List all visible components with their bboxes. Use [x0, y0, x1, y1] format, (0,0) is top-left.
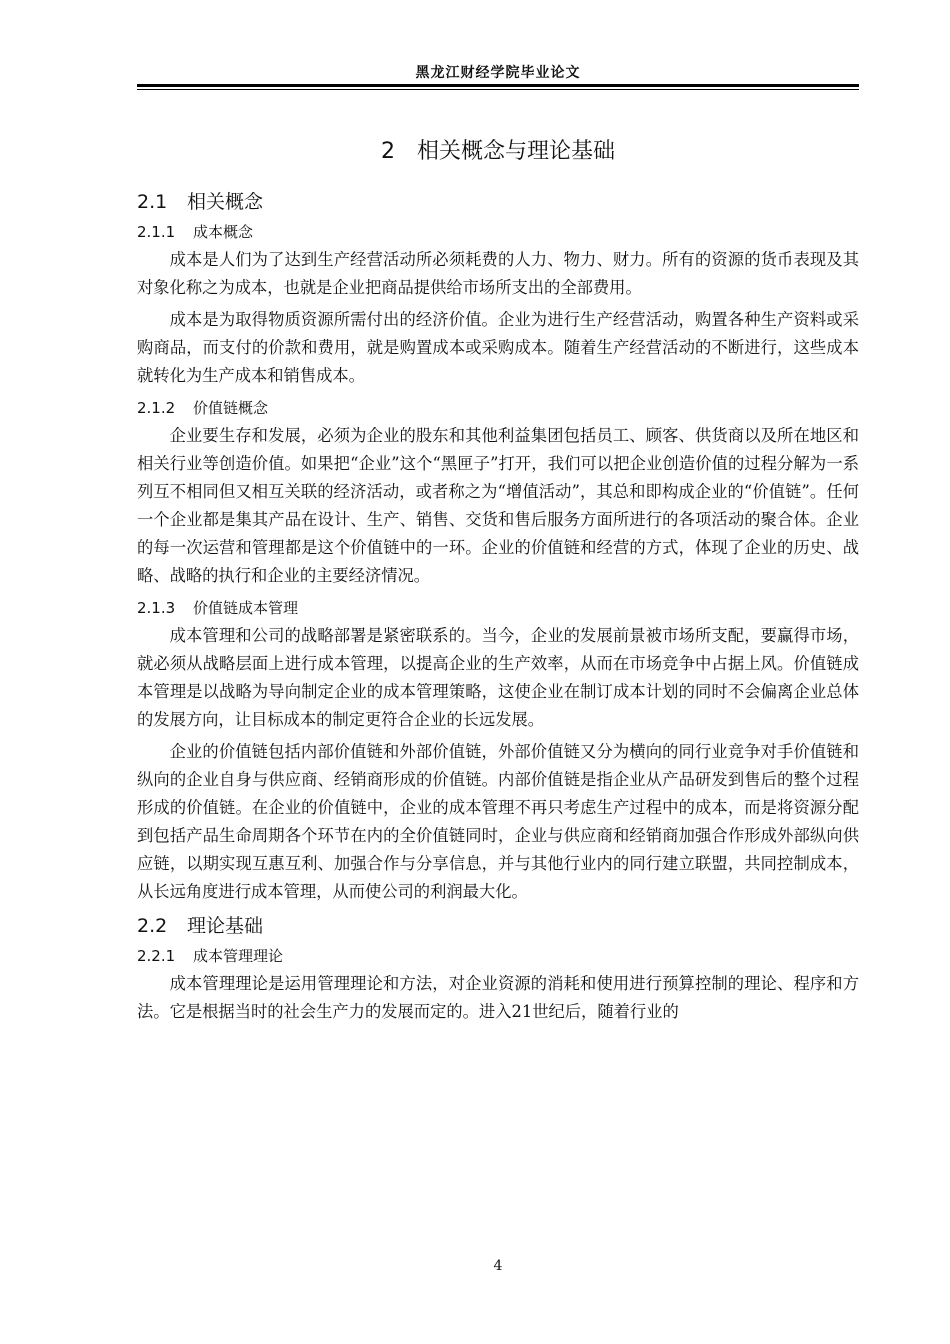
- section-heading: [137, 186, 859, 218]
- header-rule-thin: [137, 89, 859, 90]
- header-rule-thick: [137, 84, 859, 87]
- section-number: 2.1: [137, 191, 168, 213]
- subsection-title: 成本管理理论: [193, 947, 284, 965]
- chapter-number: 2: [380, 139, 395, 164]
- subsection-heading: [137, 394, 859, 422]
- section-number: 2.2: [137, 915, 168, 937]
- section-title: 理论基础: [187, 915, 264, 937]
- subsection-heading: [137, 594, 859, 622]
- paragraph: 企业的价值链包括内部价值链和外部价值链，外部价值链又分为横向的同行业竞争对手价值链和纵向的企业自身与供应商、经销商形成的价值链。内部价值链是指企业从产品研发到售后的整个过程形成的价值链。在企业的价值链中，企业的成本管理不再只考虑生产过程中的成本，而是将资源分配到包括产品生命周期各个环节在内的全价值链同时，企业与供应商和经销商加强合作形成外部纵向供应链，以期实现互惠互利、加强合作与分享信息，并与其他行业内的同行建立联盟，共同控制成本，从长远角度进行成本管理，从而使公司的利润最大化。: [137, 742, 859, 901]
- subsection-title: 价值链概念: [193, 399, 269, 417]
- paragraph: 成本是为取得物质资源所需付出的经济价值。企业为进行生产经营活动，购置各种生产资料或采购商品，而支付的价款和费用，就是购置成本或采购成本。随着生产经营活动的不断进行，这些成本就转化为生产成本和销售成本。: [137, 310, 859, 385]
- subsection-title: 成本概念: [193, 223, 254, 241]
- chapter-title: [137, 134, 859, 165]
- chapter-title-text: 相关概念与理论基础: [416, 139, 615, 164]
- paragraph: 成本管理和公司的战略部署是紧密联系的。当今，企业的发展前景被市场所支配，要赢得市场，就必须从战略层面上进行成本管理，以提高企业的生产效率，从而在市场竞争中占据上风。价值链成本管理是以战略为导向制定企业的成本管理策略，这使企业在制订成本计划的同时不会偏离企业总体的发展方向，让目标成本的制定更符合企业的长远发展。: [137, 626, 859, 729]
- paragraph: 成本管理理论是运用管理理论和方法，对企业资源的消耗和使用进行预算控制的理论、程序和方法。它是根据当时的社会生产力的发展而定的。进入21世纪后，随着行业的: [137, 974, 859, 1021]
- subsection-title: 价值链成本管理: [193, 599, 299, 617]
- subsection-number: 2.1.3: [137, 599, 176, 617]
- section-title: 相关概念: [187, 191, 264, 213]
- page-number: 4: [493, 1258, 503, 1274]
- paragraph: 企业要生存和发展，必须为企业的股东和其他利益集团包括员工、顾客、供货商以及所在地区和相关行业等创造价值。如果把“企业”这个“黑匣子”打开，我们可以把企业创造价值的过程分解为一系列互不相同但又相互关联的经济活动，或者称之为“增值活动”，其总和即构成企业的“价值链”。任何一个企业都是集其产品在设计、生产、销售、交货和售后服务方面所进行的各项活动的聚合体。企业的每一次运营和管理都是这个价值链中的一环。企业的价值链和经营的方式，体现了企业的历史、战略、战略的执行和企业的主要经济情况。: [137, 426, 859, 585]
- section-heading: [137, 910, 859, 942]
- document-body: [137, 186, 859, 1030]
- subsection-number: 2.1.1: [137, 223, 176, 241]
- subsection-number: 2.1.2: [137, 399, 176, 417]
- subsection-heading: [137, 218, 859, 246]
- subsection-heading: [137, 942, 859, 970]
- paragraph: 成本是人们为了达到生产经营活动所必须耗费的人力、物力、财力。所有的资源的货币表现及其对象化称之为成本，也就是企业把商品提供给市场所支出的全部费用。: [137, 250, 859, 297]
- subsection-number: 2.2.1: [137, 947, 176, 965]
- running-header: 黑龙江财经学院毕业论文: [415, 65, 581, 81]
